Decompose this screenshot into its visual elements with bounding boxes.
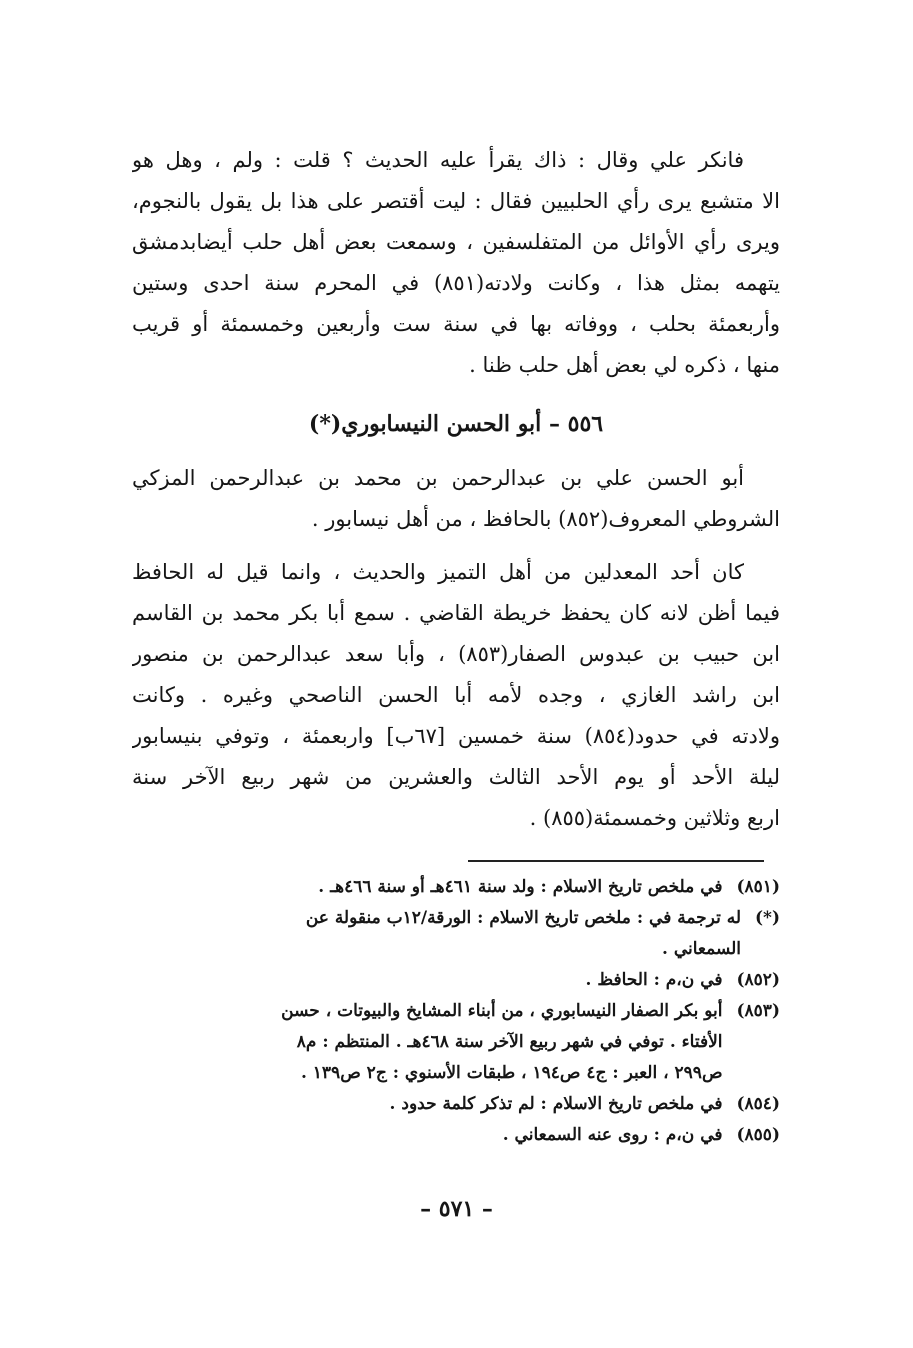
text-line: الا متشبع يرى رأي الحلبيين فقال : ليت أقتصر على هذا بل يقول بالنجوم، bbox=[132, 189, 780, 213]
text-line: اربع وثلاثين وخمسمئة(٨٥٥) . bbox=[529, 806, 780, 830]
footnote bbox=[132, 1120, 780, 1151]
footnote-line: في ملخص تاريخ الاسلام : ولد سنة ٤٦١هـ أو سنة ٤٦٦هـ . bbox=[318, 877, 723, 897]
footnote-line: ص٢٩٩ ، العبر : ج٤ ص١٩٤ ، طبقات الأسنوي : ج٢ ص١٣٩ . bbox=[300, 1063, 723, 1083]
text-line: يتهمه بمثل هذا ، وكانت ولادته(٨٥١) في المحرم سنة احدى وستين bbox=[132, 271, 780, 295]
text-line: كان أحد المعدلين من أهل التميز والحديث ، وانما قيل له الحافظ bbox=[132, 560, 744, 584]
footnote-line: في ن،م : الحافظ . bbox=[585, 970, 723, 990]
intro-paragraph bbox=[132, 140, 780, 386]
footnote-number: (٨٥٢) bbox=[736, 970, 780, 990]
text-line: ولادته في حدود(٨٥٤) سنة خمسين [٦٧ب] واربعمئة ، وتوفي بنيسابور bbox=[132, 724, 780, 748]
entry-name-paragraph bbox=[132, 458, 780, 540]
text-line: منها ، ذكره لي بعض أهل حلب ظنا . bbox=[469, 353, 780, 377]
text-line: فيما أظن لانه كان يحفظ خريطة القاضي . سمع أبا بكر محمد بن القاسم bbox=[132, 601, 780, 625]
text-line: وأربعمئة بحلب ، ووفاته بها في سنة ست وأربعين وخمسمئة أو قريب bbox=[132, 312, 780, 336]
text-line: الشروطي المعروف(٨٥٢) بالحافظ ، من أهل نيسابور . bbox=[311, 507, 780, 531]
text-line: ويرى رأي الأوائل من المتفلسفين ، وسمعت بعض أهل حلب أيضابدمشق bbox=[132, 230, 780, 254]
footnote-line: الأفتاء . توفي في شهر ربيع الآخر سنة ٤٦٨هـ . المنتظم : م٨ bbox=[296, 1032, 723, 1052]
footnote-number: (٨٥١) bbox=[736, 877, 780, 897]
text-line: ابن راشد الغازي ، وجده لأمه أبا الحسن الناصحي وغيره . وكانت bbox=[132, 683, 780, 707]
footnote-line: في ن،م : روى عنه السمعاني . bbox=[502, 1125, 723, 1145]
main-text bbox=[132, 140, 780, 839]
footnote-number: (*) bbox=[755, 908, 780, 928]
footnote bbox=[132, 1089, 780, 1120]
footnote bbox=[132, 903, 780, 965]
text-line: فانكر علي وقال : ذاك يقرأ عليه الحديث ؟ قلت : ولم ، وهل هو bbox=[132, 148, 744, 172]
footnote-number: (٨٥٥) bbox=[736, 1125, 780, 1145]
footnote-line: أبو بكر الصفار النيسابوري ، من أبناء المشايخ والبيوتات ، حسن bbox=[281, 1001, 723, 1021]
footnotes bbox=[132, 872, 780, 1151]
footnote-line: في ملخص تاريخ الاسلام : لم تذكر كلمة حدود . bbox=[389, 1094, 723, 1114]
footnote-divider bbox=[468, 860, 764, 862]
text-line: ابن حبيب بن عبدوس الصفار(٨٥٣) ، وأبا سعد عبدالرحمن بن منصور bbox=[132, 642, 780, 666]
footnote-number: (٨٥٤) bbox=[736, 1094, 780, 1114]
footnote-line: السمعاني . bbox=[662, 939, 742, 959]
footnote bbox=[132, 872, 780, 903]
entry-heading: ٥٥٦ – أبو الحسن النيسابوري(*) bbox=[308, 411, 604, 437]
page-number: – ٥٧١ – bbox=[420, 1196, 493, 1222]
text-line: ليلة الأحد أو يوم الأحد الثالث والعشرين من شهر ربيع الآخر سنة bbox=[132, 765, 780, 789]
text-line: أبو الحسن علي بن عبدالرحمن بن محمد بن عبدالرحمن المزكي bbox=[132, 466, 744, 490]
footnote bbox=[132, 965, 780, 996]
footnote bbox=[132, 996, 780, 1089]
footnote-number: (٨٥٣) bbox=[736, 1001, 780, 1021]
entry-bio-paragraph bbox=[132, 552, 780, 839]
footnote-line: له ترجمة في : ملخص تاريخ الاسلام : الورقة/١٢ب منقولة عن bbox=[305, 908, 742, 928]
